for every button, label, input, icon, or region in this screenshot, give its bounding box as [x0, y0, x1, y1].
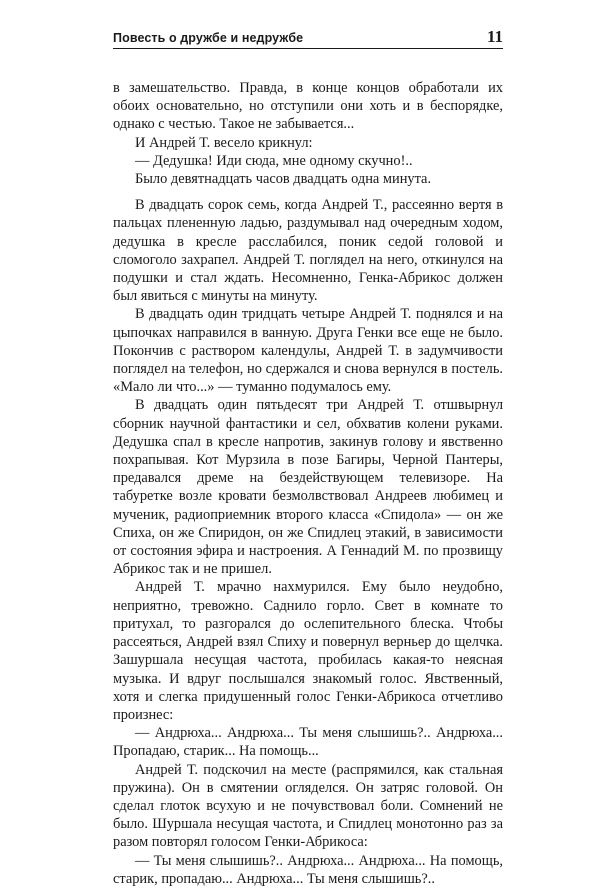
book-page [113, 28, 503, 888]
paragraph: И Андрей Т. весело крикнул: [135, 134, 313, 151]
paragraph: в замешательство. Правда, в конце концов обработали их обоих основательно, но отступили они хоть и в беспорядке, однако с честью. Такое не забывается... [113, 80, 503, 133]
paragraph: Было девятнадцать часов двадцать одна минута. [135, 171, 432, 188]
paragraph: Андрей Т. мрачно нахмурился. Ему было неудобно, неприятно, тревожно. Саднило горло. Свет в комнате то притухал, то разгорался до ослепительного блеска. Чтобы рассеяться, Андрей взял Спиху и повернул верньер до щелчка. Зашуршала несущая частота, пробилась какая-то неясная музыка. И вдруг послышался знакомый голос. Явственный, хотя и слегка придушенный голос Генки-Абрикоса отчетливо произнес: [113, 579, 503, 723]
paragraph: В двадцать один пятьдесят три Андрей Т. отшвырнул сборник научной фантастики и сел, обхватив колени руками. Дедушка спал в кресле напротив, закинув голову и явственно похрапывая. Кот Мурзила в позе Багиры, Черной Пантеры, предавался дреме на бездействующем телевизоре. На табуретке возле кровати безмолвствовал Андреев любимец и мученик, радиоприемник второго класса «Спидола» — он же Спиха, он же Спиридон, он же Спидлец этакий, в зависимости от состояния эфира и настроения. А Геннадий М. по прозвищу Абрикос так и не пришел. [113, 397, 503, 578]
paragraph: Андрей Т. подскочил на месте (распрямился, как стальная пружина). Он в смятении огляделся. Он затряс головой. Он сделал глоток всухую и не почувствовал боли. Сомнений не было. Шуршала несущая частота, и Спидлец монотонно раз за разом повторял голосом Генки-Абрикоса: [113, 761, 503, 851]
running-head [113, 28, 503, 49]
page-number: 11 [486, 27, 503, 46]
paragraph: В двадцать один тридцать четыре Андрей Т. поднялся и на цыпочках направился в ванную. Друга Генки все еще не было. Покончив с раствором календулы, Андрей Т. в задумчивости поглядел на телефон, но сдержался и снова вернулся в постель. «Мало ли что...» — туманно подумалось ему. [113, 306, 503, 396]
paragraph: — Дедушка! Иди сюда, мне одному скучно!.. [135, 152, 413, 169]
body-text [113, 79, 503, 888]
paragraph: — Ты меня слышишь?.. Андрюха... Андрюха... На помощь, старик, пропадаю... Андрюха... Ты меня слышишь?.. [113, 852, 503, 887]
paragraph: В двадцать сорок семь, когда Андрей Т., рассеянно вертя в пальцах плененную ладью, раздумывал над очередным ходом, дедушка в кресле расслабился, поник седой головой и сломоголо захрапел. Андрей Т. поглядел на него, откинулся на подушки и стал ждать. Несомненно, Генка-Абрикос должен был явиться с минуты на минуту. [113, 197, 503, 305]
running-title: Повесть о дружбе и недружбе [113, 31, 304, 45]
paragraph: — Андрюха... Андрюха... Ты меня слышишь?.. Андрюха... Пропадаю, старик... На помощь... [113, 725, 503, 760]
